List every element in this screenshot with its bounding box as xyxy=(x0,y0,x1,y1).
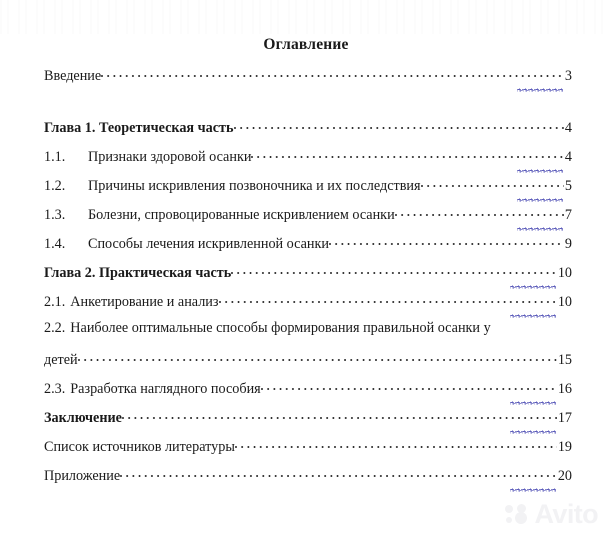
toc-entry[interactable] xyxy=(44,408,572,437)
toc-leader-dots xyxy=(421,176,564,190)
spellcheck-underline xyxy=(510,314,556,318)
toc-entry[interactable] xyxy=(44,147,572,176)
toc-entry[interactable] xyxy=(44,66,572,95)
toc-entry[interactable] xyxy=(44,118,572,147)
toc-page-number: 10 xyxy=(557,265,572,282)
toc-entry[interactable] xyxy=(44,292,572,321)
toc-page-number: 4 xyxy=(564,149,572,166)
avito-watermark xyxy=(505,501,599,528)
toc-entry[interactable] xyxy=(44,466,572,495)
avito-wordmark: Avito xyxy=(534,499,598,529)
avito-dots-icon xyxy=(505,504,531,526)
toc-entry-number: 1.4. xyxy=(44,236,66,253)
toc-page-number: 16 xyxy=(557,381,572,398)
toc-page-number: 3 xyxy=(564,68,572,85)
toc-leader-dots xyxy=(234,118,564,132)
toc-entry-label: Причины искривления позвоночника и их последствия xyxy=(88,178,421,195)
toc-page-number: 5 xyxy=(564,178,572,195)
toc-entry-label: Болезни, спровоцированные искривлением осанки xyxy=(88,207,395,224)
toc-entry[interactable] xyxy=(44,321,572,350)
toc-page-number: 19 xyxy=(557,439,572,456)
toc-entry-number: 1.1. xyxy=(44,149,66,166)
toc-entry-label: Приложение xyxy=(44,468,121,485)
toc-entry[interactable] xyxy=(44,350,572,379)
toc-page-number: 20 xyxy=(557,468,572,485)
toc-entry-number: 2.1. xyxy=(44,294,66,311)
toc-leader-dots xyxy=(219,292,557,306)
toc-entry-label: Список источников литературы xyxy=(44,439,235,456)
toc-entry[interactable] xyxy=(44,437,572,466)
toc-leader-dots xyxy=(395,205,564,219)
spellcheck-underline xyxy=(510,488,556,492)
toc-leader-dots xyxy=(329,234,564,248)
table-of-contents xyxy=(44,66,572,495)
toc-entry-label: детей xyxy=(44,352,78,369)
toc-entry-label: Способы лечения искривленной осанки xyxy=(88,236,329,253)
spellcheck-underline xyxy=(517,227,563,231)
toc-entry-number: 1.2. xyxy=(44,178,66,195)
toc-leader-dots xyxy=(120,466,557,480)
toc-entry[interactable] xyxy=(44,234,572,263)
spellcheck-underline xyxy=(517,169,563,173)
toc-entry-label: Разработка наглядного пособия xyxy=(70,381,261,398)
toc-leader-dots xyxy=(235,437,557,451)
toc-entry-label: Заключение xyxy=(44,410,122,427)
toc-leader-dots xyxy=(231,263,557,277)
toc-entry-label: Введение xyxy=(44,68,102,85)
toc-page-number: 9 xyxy=(564,236,572,253)
toc-leader-dots xyxy=(261,379,557,393)
toc-leader-dots xyxy=(78,350,557,364)
toc-page-number: 15 xyxy=(557,352,572,369)
page-title: Оглавление xyxy=(263,36,349,53)
toc-entry[interactable] xyxy=(44,205,572,234)
toc-entry-label: Глава 1. Теоретическая часть xyxy=(44,120,234,137)
toc-page-number: 4 xyxy=(564,120,572,137)
toc-entry-label: Анкетирование и анализ xyxy=(70,294,219,311)
toc-entry-number: 1.3. xyxy=(44,207,66,224)
spellcheck-underline xyxy=(517,198,563,202)
spellcheck-underline xyxy=(517,88,563,92)
toc-entry-label: Наиболее оптимальные способы формирования правильной осанки у xyxy=(70,320,491,336)
toc-entry-label: Признаки здоровой осанки xyxy=(88,149,252,166)
spellcheck-underline xyxy=(510,430,556,434)
toc-leader-dots xyxy=(122,408,557,422)
toc-leader-dots xyxy=(251,147,563,161)
toc-entry-label: Глава 2. Практическая часть xyxy=(44,265,232,282)
toc-entry[interactable] xyxy=(44,176,572,205)
toc-entry[interactable] xyxy=(44,379,572,408)
spellcheck-underline xyxy=(510,401,556,405)
toc-page-number: 7 xyxy=(564,207,572,224)
spellcheck-underline xyxy=(510,285,556,289)
toc-page-number: 17 xyxy=(557,410,572,427)
toc-leader-dots xyxy=(101,66,564,80)
toc-page-number: 10 xyxy=(557,294,572,311)
toc-entry-number: 2.3. xyxy=(44,381,66,398)
toc-entry[interactable] xyxy=(44,263,572,292)
toc-entry-number: 2.2. xyxy=(44,320,66,336)
